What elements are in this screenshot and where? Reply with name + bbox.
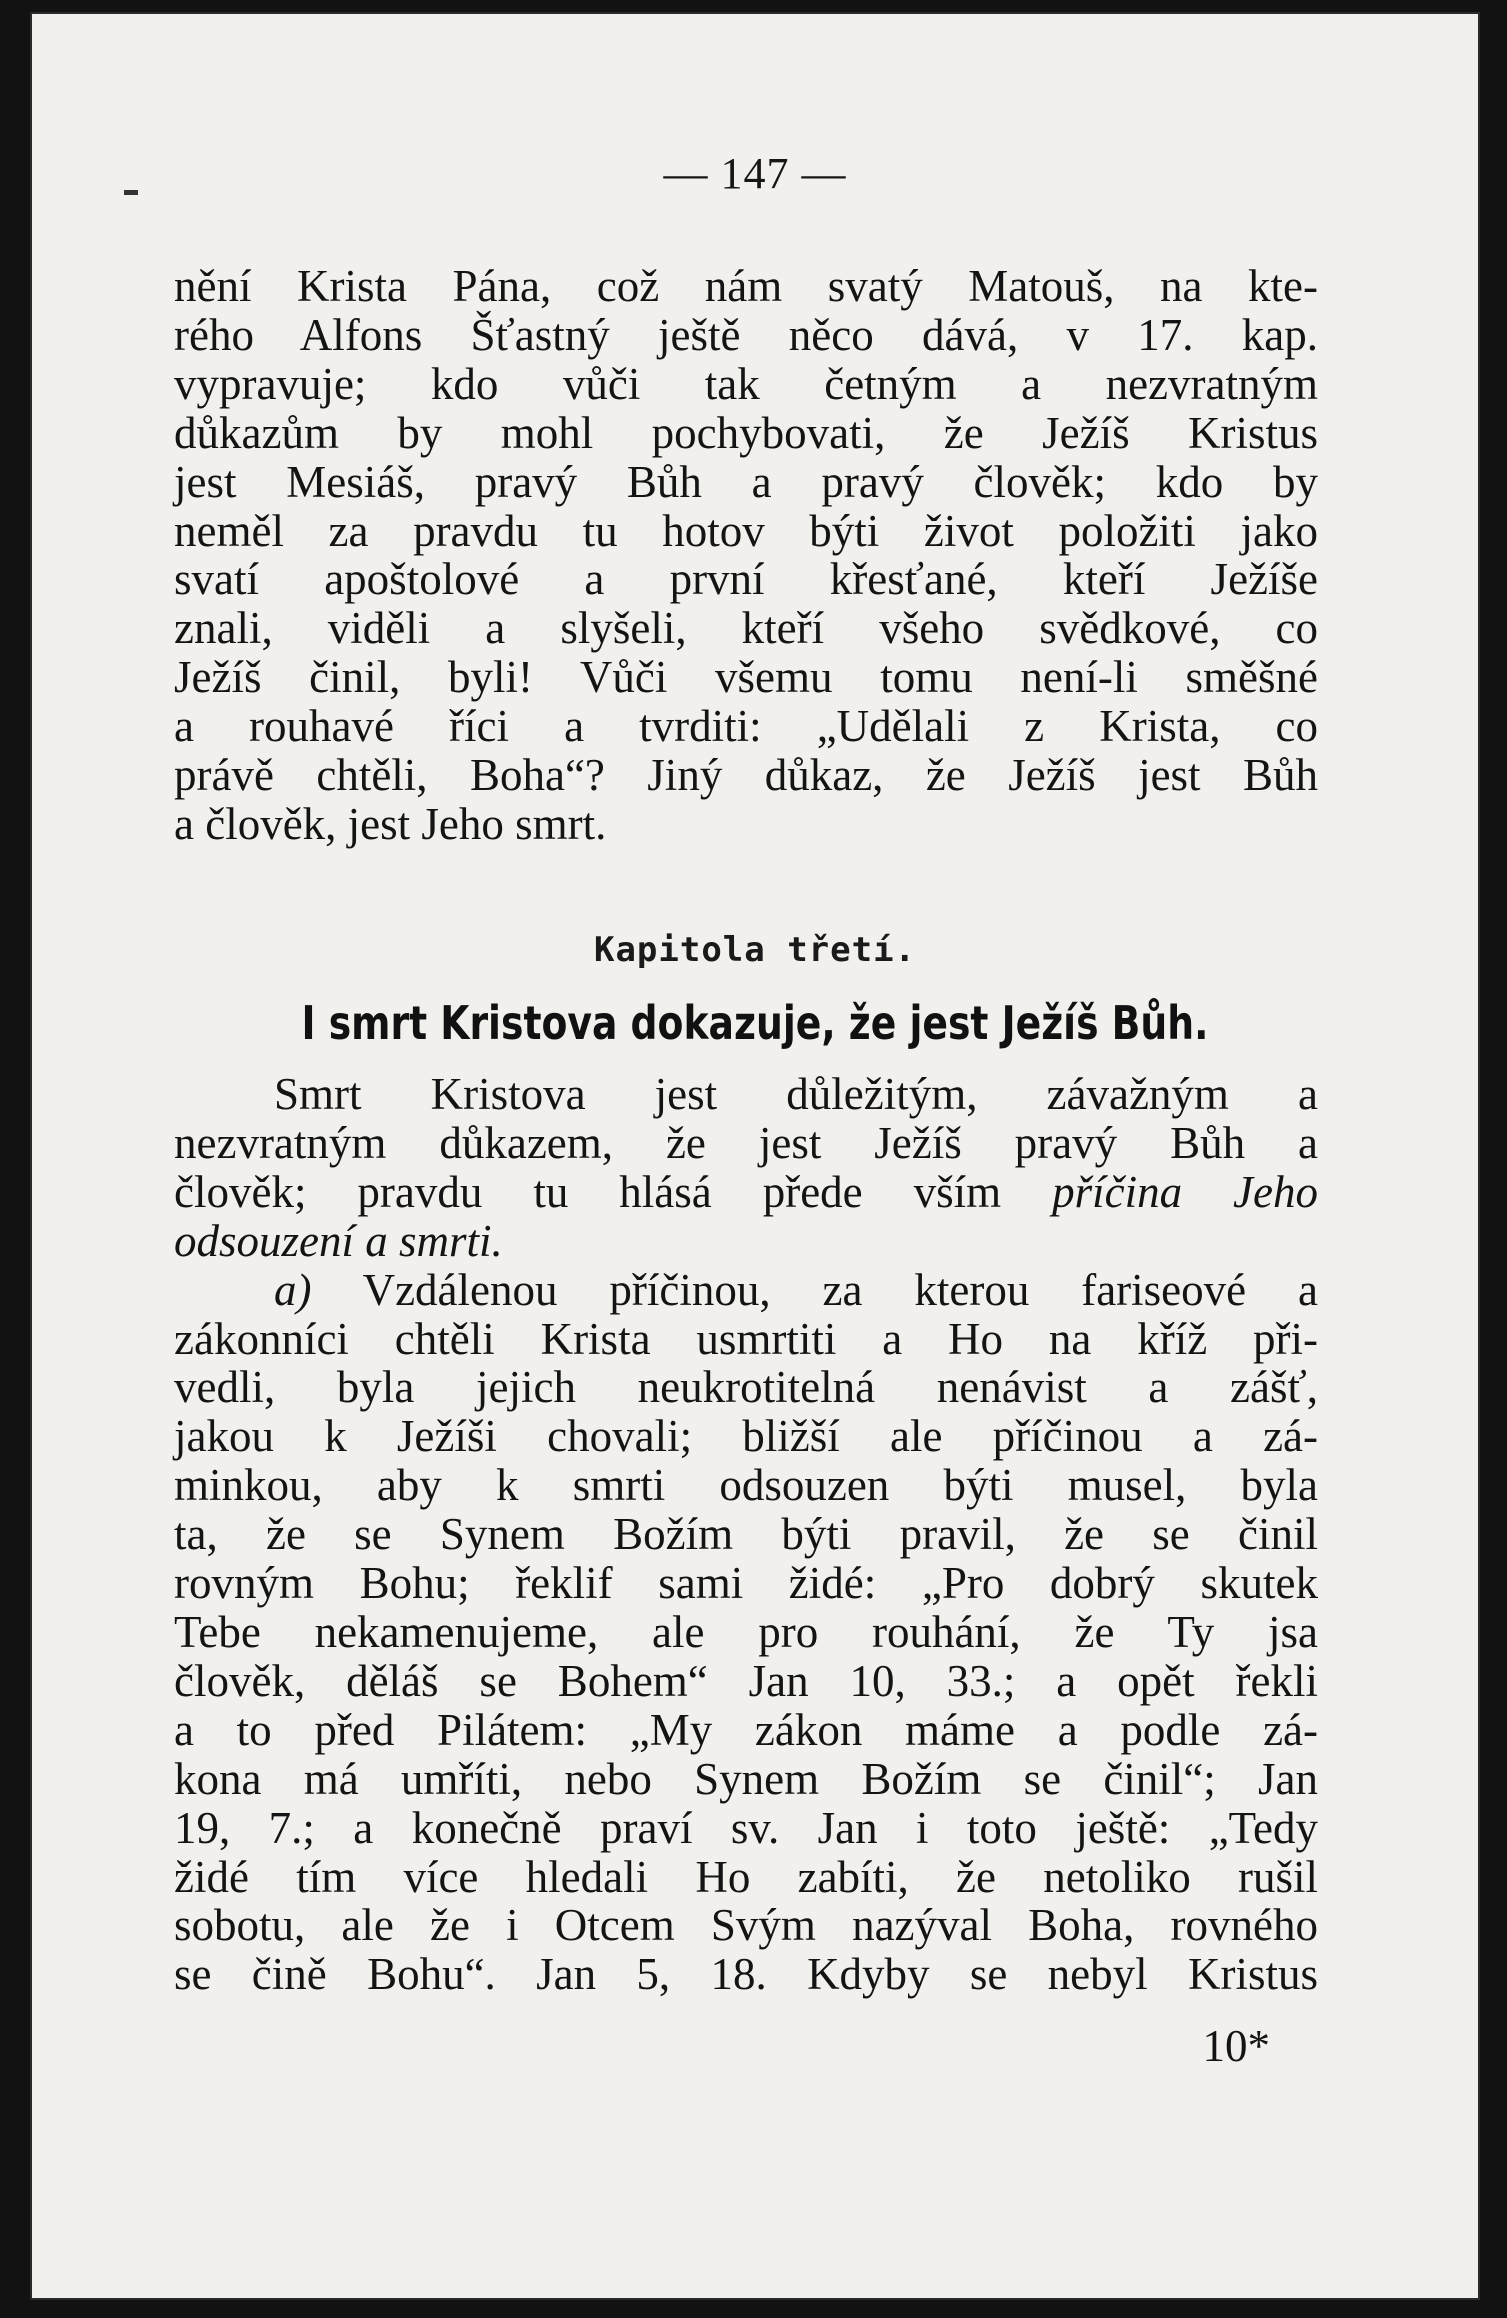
- text-line: vypravuje; kdo vůči tak četným a nezvratným: [174, 358, 1318, 409]
- text-line: jest Mesiáš, pravý Bůh a pravý člověk; kdo by: [174, 456, 1318, 507]
- text-line: sobotu, ale že i Otcem Svým nazýval Boha, rovného: [174, 1900, 1318, 1951]
- text-line: znali, viděli a slyšeli, kteří všeho svědkové, co: [174, 603, 1318, 654]
- text-line: Tebe nekamenujeme, ale pro rouhání, že Ty jsa: [174, 1606, 1318, 1657]
- text-line: právě chtěli, Boha“? Jiný důkaz, že Ježíš jest Bůh: [174, 750, 1318, 801]
- chapter-body: [174, 1070, 1318, 1999]
- text-line: Smrt Kristova jest důležitým, závažným a: [274, 1069, 1318, 1119]
- text-line: se čině Bohu“. Jan 5, 18. Kdyby se nebyl Kristus: [174, 1949, 1318, 2000]
- chapter-title: I smrt Kristova dokazuje, že jest Ježíš Bůh.: [301, 996, 1209, 1050]
- text-line: ta, že se Synem Božím býti pravil, že se činil: [174, 1509, 1318, 1560]
- text-line: minkou, aby k smrti odsouzen býti musel, byla: [174, 1460, 1318, 1511]
- text-line: a člověk, jest Jeho smrt.: [174, 798, 607, 849]
- item-label: a): [274, 1264, 312, 1315]
- text-line: [174, 1168, 1318, 1217]
- text-line: Ježíš činil, byli! Vůči všemu tomu není-li směšné: [174, 652, 1318, 703]
- text-line: [174, 1266, 1318, 1315]
- text-line: neměl za pravdu tu hotov býti život položiti jako: [174, 505, 1318, 556]
- text-line: svatí apoštolové a první křesťané, kteří Ježíše: [174, 554, 1318, 605]
- catchword: 10*: [1202, 2021, 1270, 2071]
- text-line: nezvratným důkazem, že jest Ježíš pravý Bůh a: [174, 1117, 1318, 1168]
- text-line: vedli, byla jejich neukrotitelná nenávist a zášť,: [174, 1362, 1318, 1413]
- book-page: [32, 14, 1478, 2298]
- text-line: zákonníci chtěli Krista usmrtiti a Ho na kříž při-: [174, 1313, 1318, 1364]
- emphasis-run: příčina Jeho: [1052, 1166, 1319, 1217]
- text-line: důkazům by mohl pochybovati, že Ježíš Kristus: [174, 407, 1318, 458]
- page-number: — 147 —: [663, 149, 847, 198]
- text-line: židé tím více hledali Ho zabíti, že netoliko rušil: [174, 1851, 1318, 1902]
- text-line: člověk, děláš se Bohem“ Jan 10, 33.; a opět řekli: [174, 1655, 1318, 1706]
- text-line: rovným Bohu; řeklif sami židé: „Pro dobrý skutek: [174, 1558, 1318, 1609]
- text-line: a rouhavé říci a tvrditi: „Udělali z Krista, co: [174, 701, 1318, 752]
- text-run: Vzdálenou příčinou, za kterou fariseové a: [311, 1264, 1318, 1315]
- text-line: rého Alfons Šťastný ještě něco dává, v 17. kap.: [174, 309, 1318, 360]
- chapter-label: Kapitola třetí.: [593, 930, 917, 970]
- text-line: nění Krista Pána, což nám svatý Matouš, na kte-: [174, 261, 1318, 311]
- text-line: jakou k Ježíši chovali; bližší ale příčinou a zá-: [174, 1411, 1318, 1462]
- text-line: [174, 1217, 1318, 1266]
- text-line: 19, 7.; a konečně praví sv. Jan i toto ještě: „Tedy: [174, 1802, 1318, 1853]
- paragraph-continued: [174, 262, 1318, 849]
- emphasis-run: odsouzení a smrti.: [174, 1215, 503, 1266]
- text-line: kona má umříti, nebo Synem Božím se činil“; Jan: [174, 1753, 1318, 1804]
- text-line: a to před Pilátem: „My zákon máme a podle zá-: [174, 1704, 1318, 1755]
- text-run: člověk; pravdu tu hlásá přede vším: [174, 1166, 1053, 1217]
